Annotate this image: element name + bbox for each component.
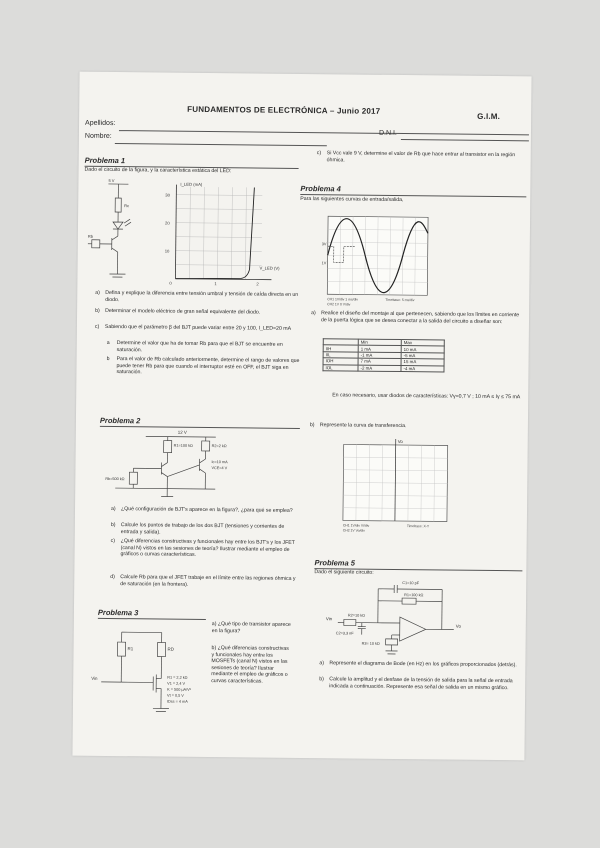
p4-scope-vlow: 1V: [321, 261, 327, 266]
p1-graph-ylabel: I_LED (mA): [180, 181, 203, 187]
course-code: G.I.M.: [477, 111, 501, 122]
p5-vout-label: Vo: [455, 623, 461, 629]
p5-r3-label: R3= 10 kΩ: [361, 641, 380, 646]
p2-rb-label: Rb=500 kΩ: [105, 476, 125, 482]
p3-param: R1 = 2,2 kΩ: [167, 675, 188, 680]
p4-transfer-caption-left2: CH2 1V Vo/div: [342, 528, 365, 533]
dni-label: D.N.I.: [378, 129, 397, 137]
dni-field[interactable]: [401, 139, 529, 141]
p2-r1-label: R1=100 kΩ: [173, 443, 193, 448]
p3-param: K = 500 μA/V²: [167, 687, 191, 692]
nombre-label: Nombre:: [84, 132, 112, 140]
p4-table-header: Min: [358, 339, 401, 346]
p1-rc-label: Rc: [124, 203, 130, 209]
p4-scope-vhigh: 3V: [321, 242, 327, 247]
p1-intro: Dado el circuito de la figura, y la característica estática del LED:: [84, 166, 232, 175]
p3-vin-label: Vin: [91, 675, 98, 681]
p4-question-a: a) Realice el diseño del montaje al que pertenecen, sabiendo que los límites en corriente de la puerta lógica que se desea conectar a la salida del circuito a diseñar son:: [311, 310, 520, 325]
p4-scope-caption-left: CH1 1V/div 1 ms/div: [327, 297, 358, 302]
p1-ytick: 10: [164, 248, 170, 254]
exam-title: FUNDAMENTOS DE ELECTRÓNICA – Junio 2017: [187, 104, 381, 116]
p2-question-d: d) Calcule Rb para que el JFET trabaje en el límite entre las regiones óhmica y de saturación (en la frontera).: [110, 574, 296, 588]
p1-rb-label: Rb: [87, 233, 94, 239]
p4-scope-transfer: [337, 436, 462, 537]
p2-circuit-diagram: [105, 428, 256, 506]
p1-led-graph: [161, 181, 280, 288]
p4-intro: Para las siguientes curvas de entrada/salida,: [300, 195, 404, 204]
p4-title: Problema 4: [300, 183, 341, 194]
p1-vcc-label: 5 V: [108, 177, 115, 184]
p5-vin-label: Vin: [325, 616, 333, 622]
p1-title: Problema 1: [84, 155, 126, 166]
p4-table-header: Max: [401, 340, 444, 347]
p5-question-b: b) Calcule la amplitud y el desfase de la tensión de salida para la señal de entrada indicada a continuación. Represente esa señal de salida en un mismo gráfico.: [319, 676, 513, 691]
p1-question-a: a) Defina y explique la diferencia entre tensión umbral y tensión de caída directa en un diodo.: [95, 289, 299, 303]
p2-vce-label: VCE=4 V: [211, 466, 228, 471]
p1-xtick: 2: [256, 281, 259, 287]
p1-question-b: b) Determinar el modelo eléctrico de gran señal equivalente del diodo.: [95, 307, 261, 316]
p2-question-a: a) ¿Qué configuración de BJT's aparece en la figura?, ¿para qué se emplea?: [110, 506, 293, 514]
p3-param: IDss = 4 mA: [166, 699, 188, 704]
p3-r1-label: R1: [127, 646, 134, 652]
p3-title: Problema 3: [97, 607, 139, 618]
table-row: IIL -1 mA -5 mA: [323, 351, 444, 359]
p1-question-d: c) Si Vcc vale 9 V, determine el valor de Rb que hace entrar al transistor en la región óhmica.: [316, 150, 516, 164]
p4-scope-caption-right: Timebase: 5 ms/div: [385, 297, 415, 303]
exam-sheet: [72, 72, 531, 761]
table-row: IOH 7 mA 15 mA: [323, 358, 444, 366]
p3-rd-label: RD: [167, 646, 174, 652]
p5-question-a: a) Represente el diagrama de Bode (en Hz) en los gráficos proporcionados (detrás).: [319, 660, 517, 669]
nombre-field[interactable]: [115, 143, 327, 146]
apellidos-field[interactable]: [119, 130, 529, 135]
p1-question-c1: a Determine el valor que ha de tomar Rb para que el BJT se encuentre en saturación.: [106, 339, 283, 353]
p3-param: Vt = 0,5 V: [167, 693, 184, 698]
p1-ytick: 30: [165, 192, 171, 198]
p2-title: Problema 2: [99, 415, 141, 426]
p5-c2-label: C2=3,3 nF: [335, 631, 354, 636]
apellidos-label: Apellidos:: [85, 119, 116, 128]
p4-question-b: b) Represente la curva de transferencia.: [309, 422, 407, 430]
p5-intro: Dado el siguiente circuito:: [314, 569, 374, 576]
p2-vcc-label: 12 V: [177, 429, 187, 435]
p3-param: V1 = 2,4 V: [167, 681, 186, 686]
p3-question-b: b) ¿Qué diferencias constructivas y funcionales hay entre los MOSFETs (canal N) vistos en las sesiones de teoría? Ilustrar mediante el empleo de gráficos o curvas características.: [211, 645, 289, 685]
p1-xtick: 0: [169, 280, 172, 286]
p5-c1-label: C1=10 pF: [402, 581, 420, 586]
p4-scope-inout: [321, 212, 440, 309]
table-row: IOL -2 mA -4 mA: [323, 364, 444, 372]
p4-scope-caption-left2: CH2 1V 0 V/div: [327, 302, 351, 307]
p4-diode-note: En caso necesario, usar diodos de características: Vγ=0,7 V ; 10 mA ≤ Iγ ≤ 75 mA: [332, 392, 521, 401]
p4-current-table: [322, 338, 444, 372]
p5-r2-label: R2=10 kΩ: [347, 613, 366, 618]
p3-title-rule: [98, 618, 206, 620]
p4-transfer-caption-right: Timebase: X-Y: [406, 524, 430, 529]
p1-circuit-diagram: [87, 178, 148, 289]
p4-transfer-axis-label: Vo: [397, 439, 403, 445]
p5-title: Problema 5: [314, 558, 355, 568]
p2-question-c: c) ¿Qué diferencias constructivas y funcionales hay entre los BJT's y los JFET (canal N) vistos en las sesiones de teoría? Ilustrar mediante el empleo de gráficos o curvas características.: [110, 538, 295, 559]
p1-question-c2: b Para el valor de Rb calculado anteriormente, determine el rango de valores que puede tener Rb para que cuando el interruptor esté en OFF, el BJT siga en saturación.: [106, 355, 300, 376]
p4-transfer-caption-left: CH1 1V/div Vi/div: [342, 523, 370, 528]
p1-graph-xlabel: V_LED (V): [259, 265, 280, 271]
p1-xtick: 1: [214, 281, 217, 287]
p3-circuit-diagram: [91, 628, 212, 719]
table-row: IIH 1 mA 10 mA: [323, 345, 444, 353]
p2-ic-label: Ic=10 mA: [211, 460, 228, 465]
p2-r2-label: R2=2 kΩ: [211, 444, 227, 449]
p5-circuit-diagram: [321, 578, 472, 660]
p1-question-c: c) Sabiendo que el parámetro β del BJT puede variar entre 20 y 100, I_LED=20 mA: [94, 323, 292, 332]
p2-question-b: b) Calcule los puntos de trabajo de los dos BJT (tensiones y corrientes de entrada y salida).: [110, 522, 285, 536]
p3-question-a: a) ¿Qué tipo de transistor aparece en la figura?: [211, 621, 291, 634]
p5-r1-label: R1=100 kΩ: [404, 593, 424, 598]
p1-ytick: 20: [164, 220, 170, 226]
